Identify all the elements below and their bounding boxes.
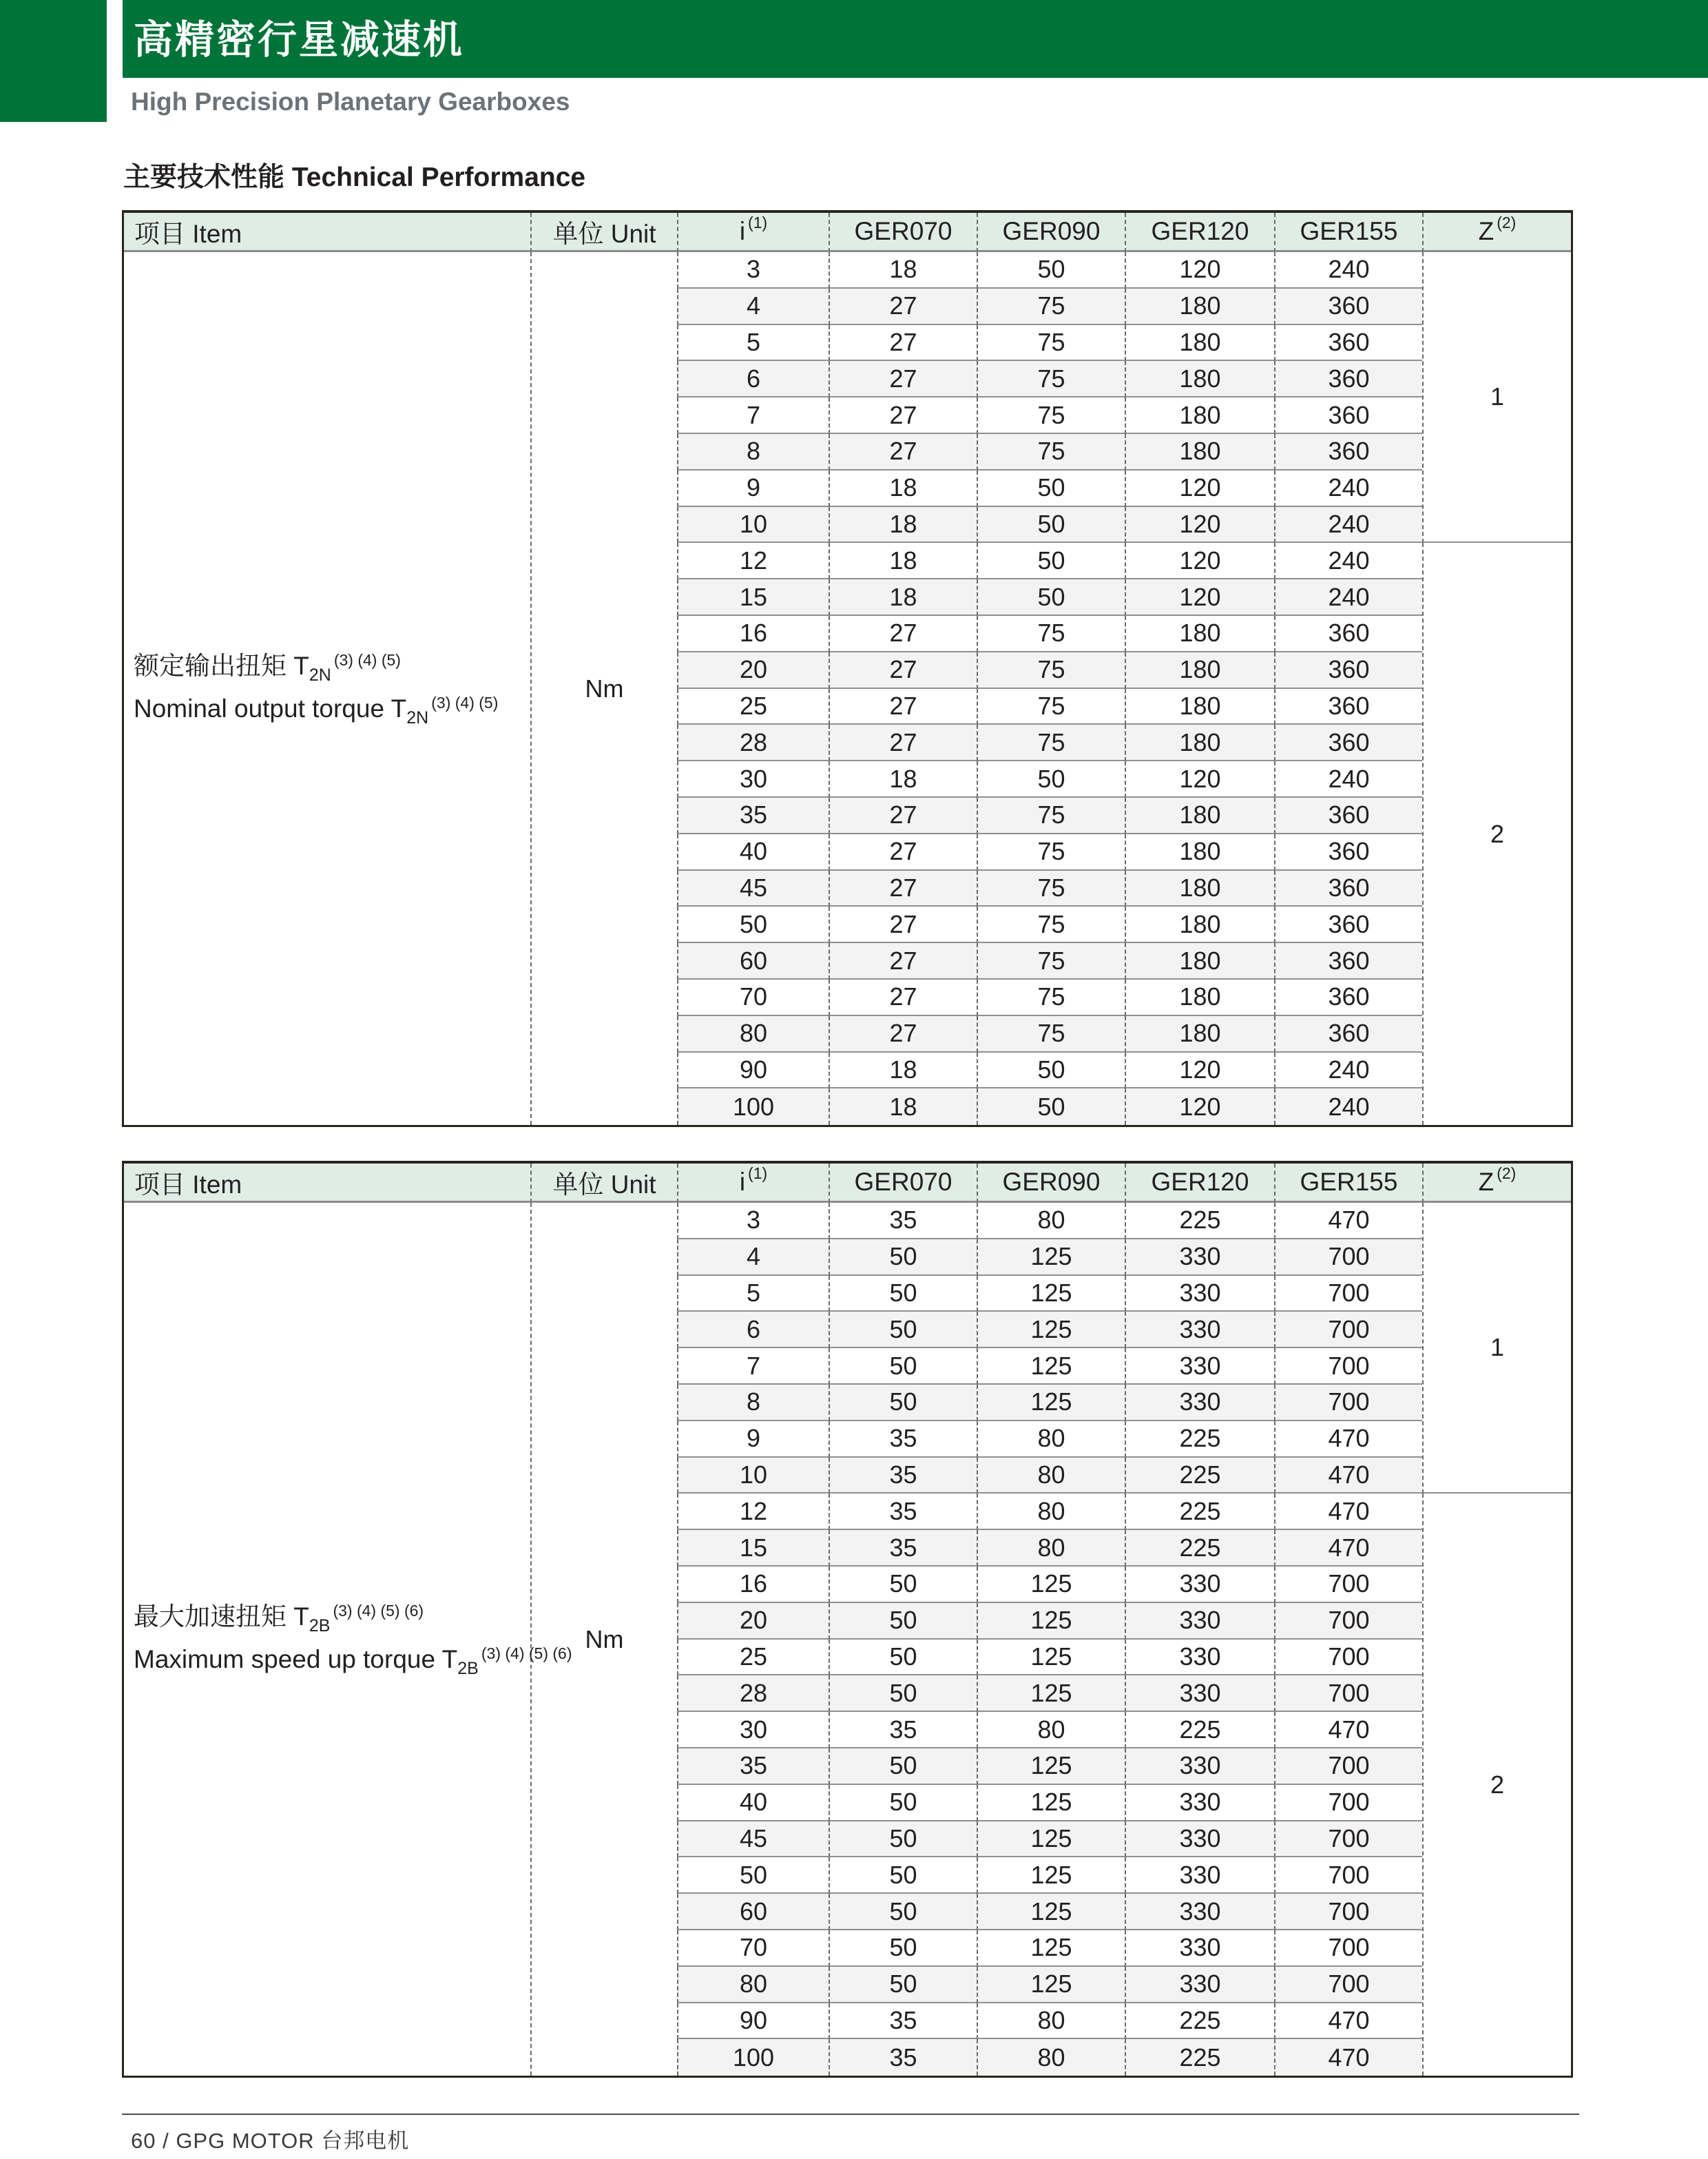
- col-header-ratio: [677, 1164, 829, 1203]
- col-header-model: GER155: [1274, 213, 1422, 252]
- value-cell: 35: [829, 1712, 977, 1748]
- value-cell: 120: [1125, 579, 1274, 616]
- col-header-item: 项目 Item: [124, 1164, 530, 1203]
- page-subtitle: High Precision Planetary Gearboxes: [131, 87, 570, 116]
- value-cell: 470: [1274, 1494, 1422, 1530]
- stage-footnote-mark: (2): [1497, 213, 1517, 231]
- value-cell: 330: [1125, 1640, 1274, 1676]
- value-cell: 225: [1125, 1421, 1274, 1458]
- value-cell: 80: [977, 1712, 1125, 1748]
- value-cell: 27: [829, 725, 977, 761]
- value-cell: 75: [977, 871, 1125, 907]
- value-cell: 18: [829, 579, 977, 616]
- value-cell: 80: [977, 1494, 1125, 1530]
- ratio-cell: 28: [677, 1675, 829, 1712]
- value-cell: 50: [829, 1312, 977, 1348]
- value-cell: 125: [977, 1348, 1125, 1385]
- stage-cell: 2: [1422, 1494, 1571, 2076]
- value-cell: 330: [1125, 1385, 1274, 1421]
- value-cell: 180: [1125, 834, 1274, 871]
- value-cell: 120: [1125, 1088, 1274, 1125]
- value-cell: 18: [829, 543, 977, 579]
- value-cell: 35: [829, 2039, 977, 2076]
- value-cell: 180: [1125, 397, 1274, 434]
- stage-footnote-mark: (2): [1497, 1164, 1517, 1182]
- ratio-symbol: i: [739, 217, 746, 245]
- value-cell: 50: [977, 471, 1125, 507]
- value-cell: 75: [977, 652, 1125, 689]
- unit-cell: Nm: [530, 1203, 677, 2076]
- ratio-cell: 5: [677, 325, 829, 362]
- ratio-cell: 90: [677, 1053, 829, 1089]
- footnote-marks: (3) (4) (5): [333, 650, 401, 669]
- ratio-cell: 10: [677, 507, 829, 544]
- ratio-cell: 70: [677, 980, 829, 1016]
- value-cell: 18: [829, 1053, 977, 1089]
- value-cell: 75: [977, 616, 1125, 652]
- value-cell: 27: [829, 798, 977, 834]
- row-label-zh: [134, 646, 530, 689]
- ratio-cell: 9: [677, 471, 829, 507]
- value-cell: 125: [977, 1857, 1125, 1894]
- ratio-cell: 45: [677, 871, 829, 907]
- value-cell: 18: [829, 761, 977, 798]
- footnote-marks: (3) (4) (5) (6): [333, 1601, 424, 1620]
- value-cell: 700: [1274, 1603, 1422, 1640]
- value-cell: 35: [829, 1421, 977, 1458]
- value-cell: 75: [977, 980, 1125, 1016]
- col-header-model: GER090: [977, 1164, 1125, 1203]
- row-label-zh: [134, 1597, 530, 1640]
- value-cell: 50: [829, 1276, 977, 1312]
- value-cell: 360: [1274, 798, 1422, 834]
- value-cell: 50: [829, 1603, 977, 1640]
- value-cell: 120: [1125, 507, 1274, 544]
- footer-divider: [122, 2114, 1579, 2115]
- value-cell: 80: [977, 1203, 1125, 1239]
- value-cell: 330: [1125, 1348, 1274, 1385]
- col-header-model: GER120: [1125, 1164, 1274, 1203]
- value-cell: 125: [977, 1640, 1125, 1676]
- value-cell: 120: [1125, 761, 1274, 798]
- footnote-marks: (3) (4) (5) (6): [481, 1644, 572, 1662]
- value-cell: 700: [1274, 1348, 1422, 1385]
- row-label-cell: [124, 1203, 572, 2076]
- value-cell: 240: [1274, 761, 1422, 798]
- row-label-en: [134, 1640, 572, 1682]
- value-cell: 470: [1274, 1421, 1422, 1458]
- value-cell: 180: [1125, 1016, 1274, 1053]
- value-cell: 75: [977, 434, 1125, 471]
- value-cell: 240: [1274, 1053, 1422, 1089]
- value-cell: 470: [1274, 1458, 1422, 1494]
- value-cell: 225: [1125, 1203, 1274, 1239]
- value-cell: 330: [1125, 1785, 1274, 1821]
- maximum-speedup-torque-table: [122, 1161, 1573, 2078]
- value-cell: 225: [1125, 1530, 1274, 1567]
- value-cell: 470: [1274, 1712, 1422, 1748]
- value-cell: 75: [977, 943, 1125, 980]
- value-cell: 125: [977, 1239, 1125, 1276]
- value-cell: 75: [977, 289, 1125, 325]
- value-cell: 50: [829, 1239, 977, 1276]
- value-cell: 470: [1274, 1530, 1422, 1567]
- value-cell: 700: [1274, 1894, 1422, 1930]
- col-header-item: 项目 Item: [124, 213, 530, 252]
- value-cell: 700: [1274, 1385, 1422, 1421]
- value-cell: 50: [977, 507, 1125, 544]
- value-cell: 700: [1274, 1930, 1422, 1967]
- torque-subscript: 2B: [309, 1615, 331, 1635]
- torque-subscript: 2N: [309, 665, 331, 685]
- ratio-cell: 70: [677, 1930, 829, 1967]
- value-cell: 125: [977, 1567, 1125, 1603]
- value-cell: 470: [1274, 2039, 1422, 2076]
- torque-subscript: 2N: [406, 707, 429, 727]
- value-cell: 180: [1125, 798, 1274, 834]
- ratio-cell: 100: [677, 1088, 829, 1125]
- value-cell: 50: [829, 1640, 977, 1676]
- value-cell: 18: [829, 1088, 977, 1125]
- value-cell: 180: [1125, 434, 1274, 471]
- value-cell: 180: [1125, 689, 1274, 725]
- value-cell: 225: [1125, 2003, 1274, 2040]
- value-cell: 360: [1274, 289, 1422, 325]
- value-cell: 700: [1274, 1821, 1422, 1858]
- footer-page-info: 60 / GPG MOTOR 台邦电机: [131, 2129, 410, 2153]
- value-cell: 80: [977, 2003, 1125, 2040]
- value-cell: 27: [829, 907, 977, 943]
- stage-symbol: Z: [1478, 1168, 1494, 1196]
- value-cell: 125: [977, 1894, 1125, 1930]
- value-cell: 180: [1125, 616, 1274, 652]
- value-cell: 50: [977, 579, 1125, 616]
- col-header-model: GER070: [829, 213, 977, 252]
- ratio-cell: 25: [677, 689, 829, 725]
- ratio-cell: 80: [677, 1016, 829, 1053]
- value-cell: 240: [1274, 507, 1422, 544]
- value-cell: 360: [1274, 871, 1422, 907]
- ratio-cell: 7: [677, 1348, 829, 1385]
- value-cell: 240: [1274, 579, 1422, 616]
- value-cell: 470: [1274, 1203, 1422, 1239]
- value-cell: 330: [1125, 1821, 1274, 1858]
- col-header-ratio: [677, 213, 829, 252]
- row-label-zh-text: 最大加速扭矩 T: [134, 1602, 309, 1631]
- value-cell: 27: [829, 397, 977, 434]
- ratio-cell: 35: [677, 1748, 829, 1785]
- value-cell: 240: [1274, 471, 1422, 507]
- ratio-cell: 30: [677, 761, 829, 798]
- value-cell: 360: [1274, 652, 1422, 689]
- ratio-cell: 16: [677, 616, 829, 652]
- stage-cell: 1: [1422, 1203, 1571, 1494]
- value-cell: 50: [829, 1857, 977, 1894]
- value-cell: 700: [1274, 1857, 1422, 1894]
- value-cell: 360: [1274, 616, 1422, 652]
- ratio-cell: 8: [677, 434, 829, 471]
- value-cell: 700: [1274, 1567, 1422, 1603]
- value-cell: 330: [1125, 1857, 1274, 1894]
- value-cell: 27: [829, 325, 977, 362]
- value-cell: 50: [977, 543, 1125, 579]
- value-cell: 120: [1125, 1053, 1274, 1089]
- ratio-cell: 16: [677, 1567, 829, 1603]
- value-cell: 330: [1125, 1239, 1274, 1276]
- ratio-cell: 35: [677, 798, 829, 834]
- col-header-unit: 单位 Unit: [530, 1164, 677, 1203]
- torque-subscript: 2B: [457, 1658, 479, 1678]
- value-cell: 180: [1125, 980, 1274, 1016]
- value-cell: 700: [1274, 1312, 1422, 1348]
- footnote-marks: (3) (4) (5): [431, 693, 499, 712]
- value-cell: 35: [829, 1203, 977, 1239]
- value-cell: 75: [977, 907, 1125, 943]
- ratio-cell: 15: [677, 579, 829, 616]
- value-cell: 225: [1125, 1458, 1274, 1494]
- value-cell: 240: [1274, 1088, 1422, 1125]
- value-cell: 27: [829, 652, 977, 689]
- value-cell: 75: [977, 725, 1125, 761]
- ratio-cell: 20: [677, 652, 829, 689]
- value-cell: 18: [829, 252, 977, 289]
- value-cell: 360: [1274, 434, 1422, 471]
- value-cell: 330: [1125, 1675, 1274, 1712]
- value-cell: 700: [1274, 1748, 1422, 1785]
- value-cell: 125: [977, 1748, 1125, 1785]
- value-cell: 50: [829, 1567, 977, 1603]
- ratio-cell: 80: [677, 1967, 829, 2003]
- page-title: 高精密行星减速机: [134, 18, 464, 62]
- section-title: 主要技术性能 Technical Performance: [123, 163, 586, 192]
- value-cell: 700: [1274, 1675, 1422, 1712]
- value-cell: 50: [829, 1348, 977, 1385]
- row-label-en-text: Nominal output torque T: [134, 694, 407, 723]
- value-cell: 125: [977, 1603, 1125, 1640]
- ratio-cell: 60: [677, 943, 829, 980]
- ratio-footnote-mark: (1): [748, 213, 768, 231]
- ratio-symbol: i: [739, 1168, 746, 1196]
- stage-symbol: Z: [1478, 217, 1494, 245]
- value-cell: 50: [977, 1053, 1125, 1089]
- value-cell: 80: [977, 2039, 1125, 2076]
- col-header-stage: [1422, 213, 1571, 252]
- value-cell: 35: [829, 1494, 977, 1530]
- value-cell: 330: [1125, 1894, 1274, 1930]
- value-cell: 180: [1125, 289, 1274, 325]
- value-cell: 360: [1274, 834, 1422, 871]
- value-cell: 180: [1125, 725, 1274, 761]
- value-cell: 360: [1274, 907, 1422, 943]
- nominal-output-torque-table: [122, 210, 1573, 1127]
- ratio-cell: 40: [677, 834, 829, 871]
- value-cell: 75: [977, 1016, 1125, 1053]
- value-cell: 27: [829, 289, 977, 325]
- ratio-cell: 6: [677, 361, 829, 397]
- value-cell: 35: [829, 1458, 977, 1494]
- ratio-cell: 4: [677, 289, 829, 325]
- value-cell: 330: [1125, 1603, 1274, 1640]
- value-cell: 27: [829, 834, 977, 871]
- col-header-unit: 单位 Unit: [530, 213, 677, 252]
- ratio-cell: 40: [677, 1785, 829, 1821]
- value-cell: 330: [1125, 1567, 1274, 1603]
- value-cell: 360: [1274, 980, 1422, 1016]
- ratio-cell: 9: [677, 1421, 829, 1458]
- value-cell: 27: [829, 943, 977, 980]
- col-header-model: GER070: [829, 1164, 977, 1203]
- ratio-cell: 6: [677, 1312, 829, 1348]
- value-cell: 120: [1125, 252, 1274, 289]
- value-cell: 125: [977, 1312, 1125, 1348]
- value-cell: 360: [1274, 325, 1422, 362]
- value-cell: 120: [1125, 543, 1274, 579]
- value-cell: 27: [829, 361, 977, 397]
- value-cell: 125: [977, 1785, 1125, 1821]
- col-header-model: GER090: [977, 213, 1125, 252]
- ratio-footnote-mark: (1): [748, 1164, 768, 1182]
- value-cell: 80: [977, 1530, 1125, 1567]
- ratio-cell: 25: [677, 1640, 829, 1676]
- value-cell: 125: [977, 1967, 1125, 2003]
- value-cell: 180: [1125, 943, 1274, 980]
- ratio-cell: 12: [677, 543, 829, 579]
- value-cell: 50: [977, 1088, 1125, 1125]
- value-cell: 360: [1274, 689, 1422, 725]
- value-cell: 50: [829, 1967, 977, 2003]
- row-label-en: [134, 689, 530, 732]
- value-cell: 360: [1274, 943, 1422, 980]
- value-cell: 360: [1274, 1016, 1422, 1053]
- value-cell: 180: [1125, 325, 1274, 362]
- value-cell: 360: [1274, 397, 1422, 434]
- value-cell: 27: [829, 1016, 977, 1053]
- row-label-zh-text: 额定输出扭矩 T: [134, 651, 309, 680]
- value-cell: 75: [977, 397, 1125, 434]
- value-cell: 50: [829, 1385, 977, 1421]
- ratio-cell: 50: [677, 1857, 829, 1894]
- value-cell: 125: [977, 1675, 1125, 1712]
- col-header-model: GER120: [1125, 213, 1274, 252]
- value-cell: 360: [1274, 725, 1422, 761]
- value-cell: 240: [1274, 252, 1422, 289]
- value-cell: 225: [1125, 1712, 1274, 1748]
- ratio-cell: 20: [677, 1603, 829, 1640]
- value-cell: 27: [829, 689, 977, 725]
- value-cell: 27: [829, 980, 977, 1016]
- ratio-cell: 12: [677, 1494, 829, 1530]
- value-cell: 330: [1125, 1276, 1274, 1312]
- value-cell: 75: [977, 834, 1125, 871]
- value-cell: 18: [829, 507, 977, 544]
- value-cell: 50: [977, 252, 1125, 289]
- value-cell: 35: [829, 1530, 977, 1567]
- value-cell: 180: [1125, 652, 1274, 689]
- value-cell: 75: [977, 689, 1125, 725]
- ratio-cell: 3: [677, 252, 829, 289]
- ratio-cell: 5: [677, 1276, 829, 1312]
- value-cell: 50: [829, 1748, 977, 1785]
- value-cell: 180: [1125, 871, 1274, 907]
- unit-cell: Nm: [530, 252, 677, 1125]
- value-cell: 120: [1125, 471, 1274, 507]
- ratio-cell: 50: [677, 907, 829, 943]
- row-label-cell: [124, 252, 530, 1125]
- value-cell: 27: [829, 616, 977, 652]
- value-cell: 80: [977, 1421, 1125, 1458]
- value-cell: 330: [1125, 1967, 1274, 2003]
- value-cell: 50: [829, 1675, 977, 1712]
- brand-green-block: [0, 0, 107, 122]
- ratio-cell: 7: [677, 397, 829, 434]
- value-cell: 700: [1274, 1785, 1422, 1821]
- ratio-cell: 8: [677, 1385, 829, 1421]
- value-cell: 360: [1274, 361, 1422, 397]
- value-cell: 18: [829, 471, 977, 507]
- value-cell: 330: [1125, 1748, 1274, 1785]
- value-cell: 330: [1125, 1312, 1274, 1348]
- value-cell: 27: [829, 871, 977, 907]
- value-cell: 50: [829, 1821, 977, 1858]
- value-cell: 700: [1274, 1239, 1422, 1276]
- value-cell: 700: [1274, 1276, 1422, 1312]
- ratio-cell: 28: [677, 725, 829, 761]
- value-cell: 50: [829, 1785, 977, 1821]
- row-label-en-text: Maximum speed up torque T: [134, 1644, 458, 1673]
- value-cell: 50: [829, 1894, 977, 1930]
- value-cell: 80: [977, 1458, 1125, 1494]
- value-cell: 50: [977, 761, 1125, 798]
- ratio-cell: 10: [677, 1458, 829, 1494]
- value-cell: 225: [1125, 1494, 1274, 1530]
- ratio-cell: 3: [677, 1203, 829, 1239]
- value-cell: 470: [1274, 2003, 1422, 2040]
- value-cell: 75: [977, 798, 1125, 834]
- stage-cell: 1: [1422, 252, 1571, 543]
- value-cell: 125: [977, 1276, 1125, 1312]
- value-cell: 125: [977, 1821, 1125, 1858]
- value-cell: 700: [1274, 1640, 1422, 1676]
- value-cell: 125: [977, 1385, 1125, 1421]
- value-cell: 75: [977, 325, 1125, 362]
- stage-cell: 2: [1422, 543, 1571, 1125]
- ratio-cell: 30: [677, 1712, 829, 1748]
- page-banner: [123, 0, 1708, 78]
- ratio-cell: 45: [677, 1821, 829, 1858]
- ratio-cell: 100: [677, 2039, 829, 2076]
- value-cell: 35: [829, 2003, 977, 2040]
- value-cell: 700: [1274, 1967, 1422, 2003]
- ratio-cell: 4: [677, 1239, 829, 1276]
- value-cell: 180: [1125, 361, 1274, 397]
- col-header-stage: [1422, 1164, 1571, 1203]
- col-header-model: GER155: [1274, 1164, 1422, 1203]
- value-cell: 225: [1125, 2039, 1274, 2076]
- value-cell: 125: [977, 1930, 1125, 1967]
- value-cell: 330: [1125, 1930, 1274, 1967]
- value-cell: 240: [1274, 543, 1422, 579]
- ratio-cell: 60: [677, 1894, 829, 1930]
- ratio-cell: 15: [677, 1530, 829, 1567]
- value-cell: 75: [977, 361, 1125, 397]
- value-cell: 27: [829, 434, 977, 471]
- ratio-cell: 90: [677, 2003, 829, 2040]
- value-cell: 180: [1125, 907, 1274, 943]
- value-cell: 50: [829, 1930, 977, 1967]
